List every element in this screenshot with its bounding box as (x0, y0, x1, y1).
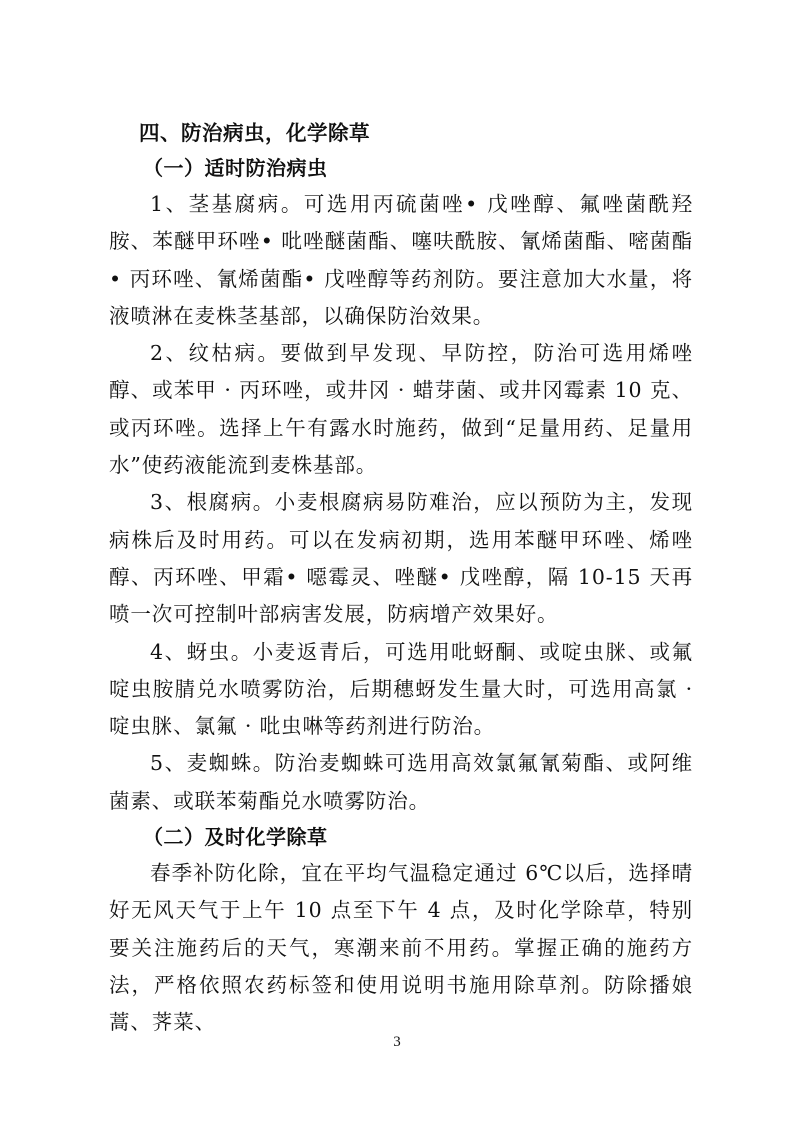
paragraph-aphids: 4、蚜虫。小麦返青后，可选用吡蚜酮、或啶虫脒、或氟啶虫胺腈兑水喷雾防治，后期穗蚜发生量大时，可选用高氯 · 啶虫脒、氯氟 · 吡虫啉等药剂进行防治。 (109, 639, 693, 739)
paragraph-stem-rot: 1、茎基腐病。可选用丙硫菌唑• 戊唑醇、氟唑菌酰羟胺、苯醚甲环唑• 吡唑醚菌酯、噻呋酰胺、氰烯菌酯、嘧菌酯• 丙环唑、氰烯菌酯• 戊唑醇等药剂防。要注意加大水量，将液喷淋在麦株茎基部，以确保防治效果。 (109, 192, 693, 328)
document-body (109, 116, 693, 1042)
subsection-heading-weeding: （二）及时化学除草 (143, 825, 328, 850)
paragraph-wheat-spider: 5、麦蜘蛛。防治麦蜘蛛可选用高效氯氟氰菊酯、或阿维菌素、或联苯菊酯兑水喷雾防治。 (109, 751, 693, 813)
paragraph-chemical-weeding: 春季补防化除，宜在平均气温稳定通过 6℃以后，选择晴好无风天气于上午 10 点至下午 4 点，及时化学除草，特别要关注施药后的天气，寒潮来前不用药。掌握正确的施药方法，严格依照农药标签和使用说明书施用除草剂。防除播娘蒿、荠菜、 (109, 861, 693, 1035)
section-heading: 四、防治病虫，化学除草 (139, 121, 370, 145)
paragraph-root-rot: 3、根腐病。小麦根腐病易防难治，应以预防为主，发现病株后及时用药。可以在发病初期，选用苯醚甲环唑、烯唑醇、丙环唑、甲霜• 噁霉灵、唑醚• 戊唑醇，隔 10-15 天再喷一次可控制叶部病害发展，防病增产效果好。 (109, 490, 693, 627)
page-number: 3 (393, 1034, 401, 1050)
paragraph-sheath-blight: 2、纹枯病。要做到早发现、早防控，防治可选用烯唑醇、或苯甲 · 丙环唑，或井冈 · 蜡芽菌、或井冈霉素 10 克、或丙环唑。选择上午有露水时施药，做到“足量用药、足量用水”使药液能流到麦株基部。 (109, 341, 693, 478)
subsection-heading-pest-control: （一）适时防治病虫 (143, 156, 328, 180)
